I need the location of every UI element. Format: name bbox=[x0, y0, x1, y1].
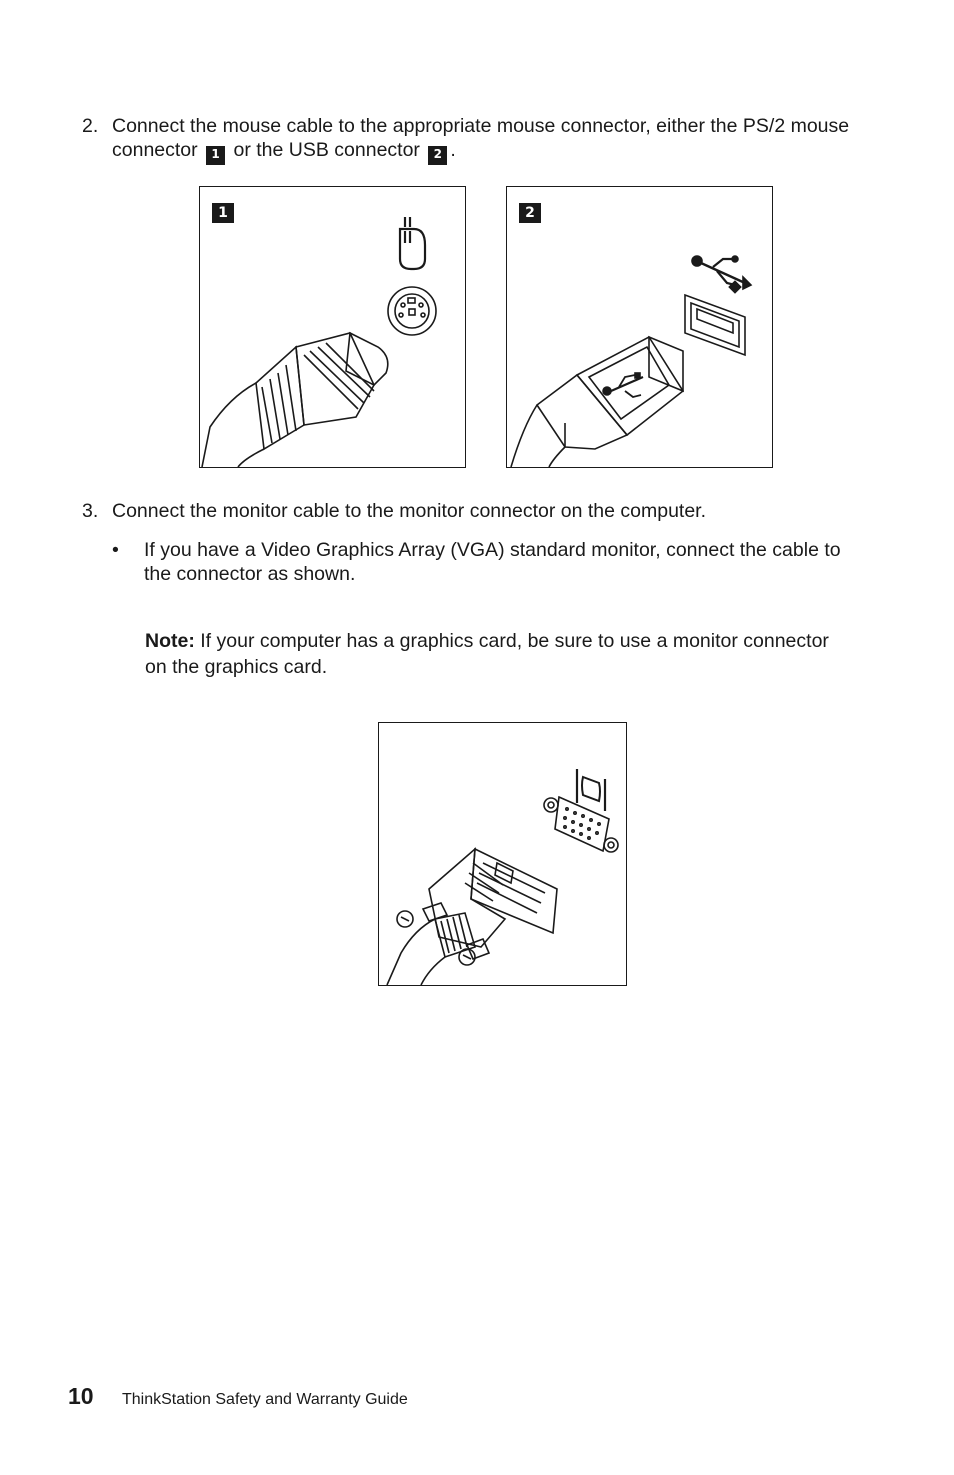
step-text: Connect the mouse cable to the appropriate mouse connector, either the PS/2 mouse connector 1 or the USB connector 2 . bbox=[112, 114, 862, 165]
monitor-icon bbox=[577, 769, 605, 811]
ps2-port-icon bbox=[388, 287, 436, 335]
ps2-plug-icon bbox=[202, 333, 388, 467]
callout-2: 2 bbox=[428, 146, 447, 165]
mouse-icon bbox=[400, 217, 425, 269]
note-label: Note: bbox=[145, 630, 195, 652]
note-text: If your computer has a graphics card, be sure to use a monitor connector on the graphics card. bbox=[145, 630, 829, 678]
vga-connector-figure bbox=[378, 722, 627, 986]
usb-illustration bbox=[507, 187, 772, 467]
figure-badge-2: 2 bbox=[519, 203, 541, 223]
vga-port-icon bbox=[544, 797, 618, 852]
bullet-dot: • bbox=[112, 539, 119, 561]
note bbox=[145, 628, 845, 680]
document-title: ThinkStation Safety and Warranty Guide bbox=[122, 1391, 408, 1408]
ps2-connector-figure bbox=[199, 186, 466, 468]
step-number: 3. bbox=[82, 500, 99, 522]
vga-illustration bbox=[379, 723, 626, 985]
step-number: 2. bbox=[82, 115, 99, 137]
usb-port-icon bbox=[685, 295, 745, 355]
usb-icon bbox=[692, 256, 751, 293]
ps2-illustration bbox=[200, 187, 465, 467]
step-2 bbox=[82, 114, 862, 165]
vga-bullet bbox=[112, 538, 852, 586]
vga-plug-icon bbox=[387, 849, 557, 985]
figure-badge-1: 1 bbox=[212, 203, 234, 223]
usb-connector-figure bbox=[506, 186, 773, 468]
step-text: Connect the monitor cable to the monitor connector on the computer. bbox=[112, 500, 707, 522]
callout-1: 1 bbox=[206, 146, 225, 165]
step-3 bbox=[82, 499, 862, 523]
bullet-text: If you have a Video Graphics Array (VGA) standard monitor, connect the cable to the connector as shown. bbox=[144, 539, 841, 585]
usb-plug-icon bbox=[511, 337, 683, 467]
page-number: 10 bbox=[68, 1383, 94, 1409]
